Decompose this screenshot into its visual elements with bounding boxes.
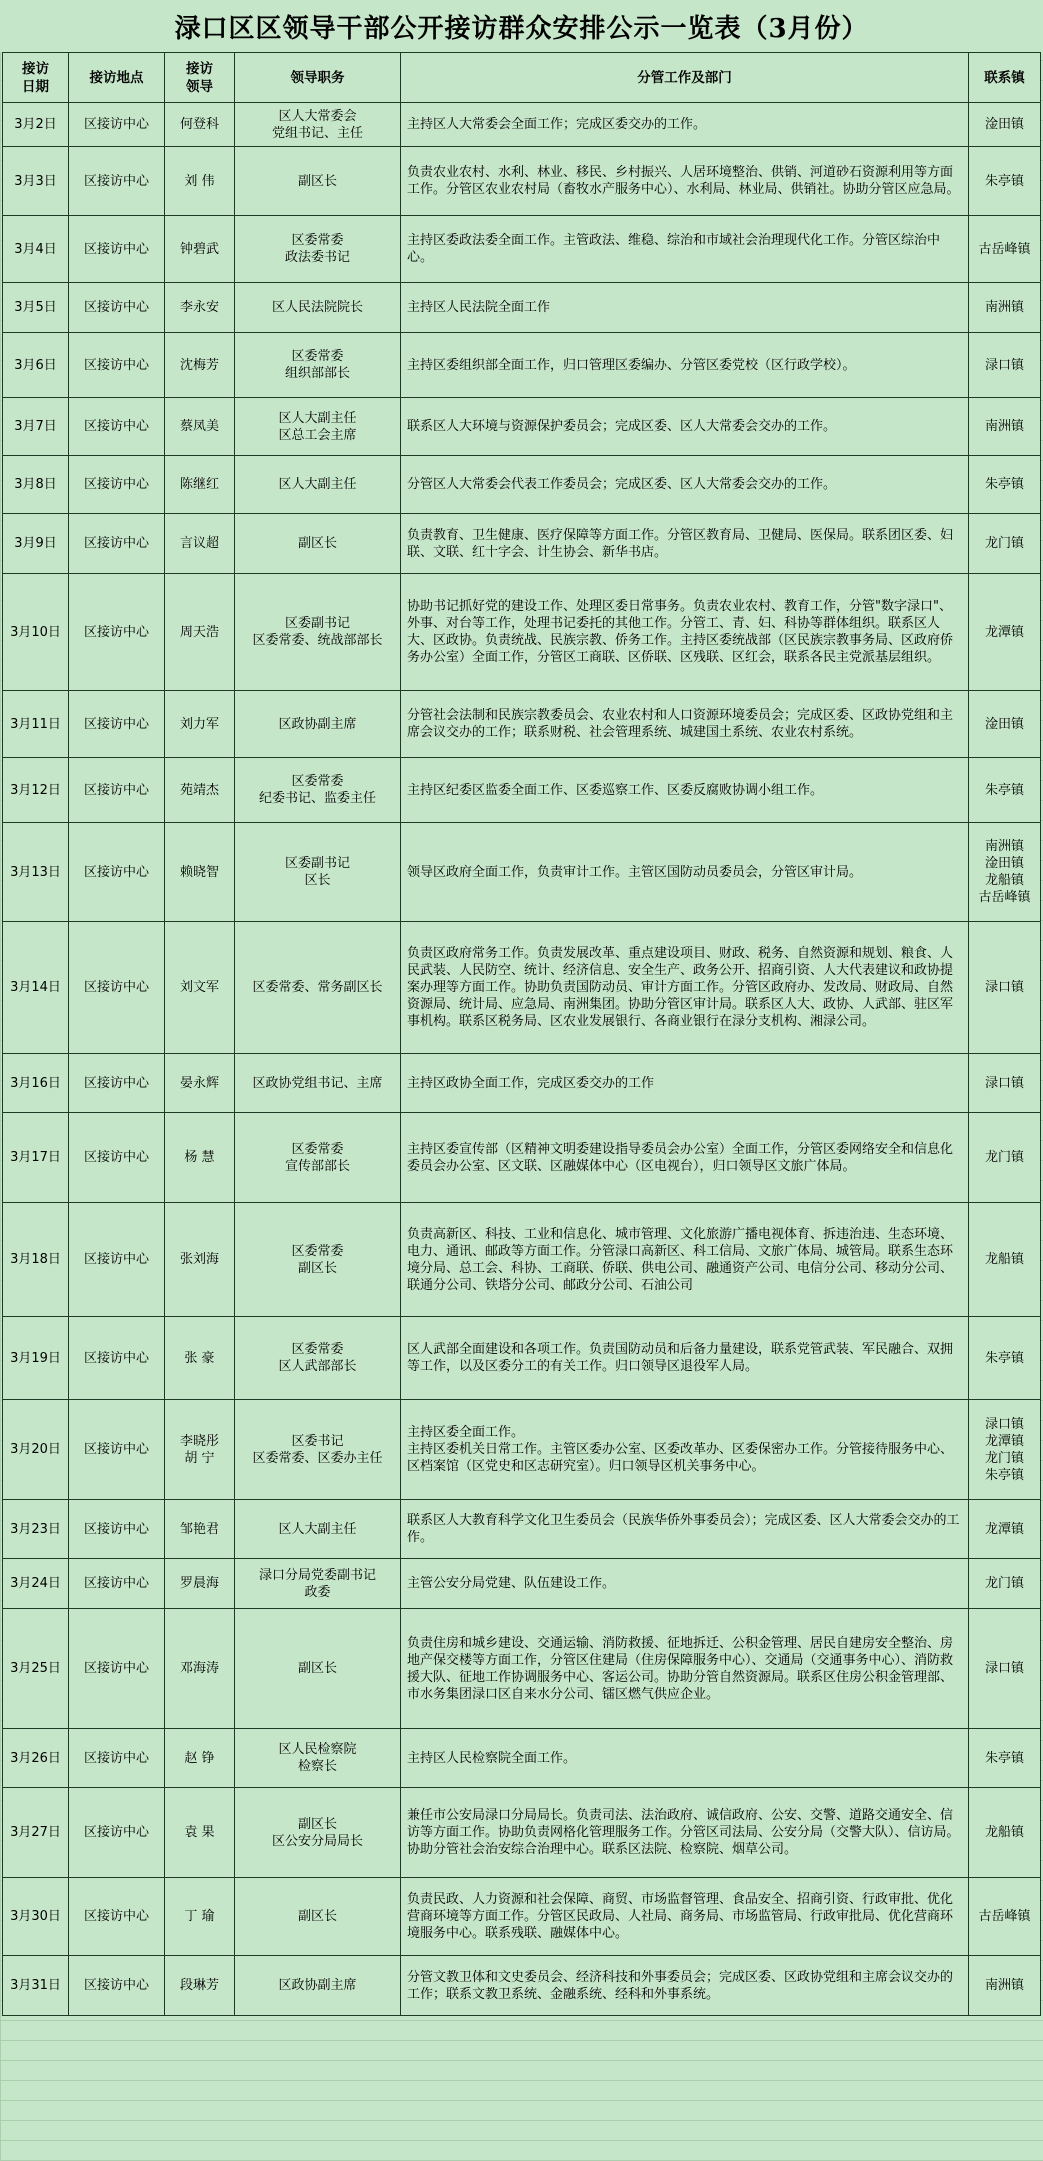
cell-town: 古岳峰镇: [969, 216, 1041, 283]
cell-town: 朱亭镇: [969, 1729, 1041, 1788]
cell-duties: 主持区纪委区监委全面工作、区委巡察工作、区委反腐败协调小组工作。: [401, 758, 969, 823]
cell-leader: 苑靖杰: [165, 758, 235, 823]
cell-location: 区接访中心: [69, 1317, 165, 1400]
cell-duties: 主持区委全面工作。 主持区委机关日常工作。主管区委办公室、区委改革办、区委保密办工作。分管接待服务中心、区档案馆（区党史和区志研究室）。归口领导区机关事务中心。: [401, 1400, 969, 1500]
cell-duties: 负责教育、卫生健康、医疗保障等方面工作。分管区教育局、卫健局、医保局。联系团区委、妇联、文联、红十字会、计生协会、新华书店。: [401, 514, 969, 574]
cell-date: 3月2日: [3, 103, 69, 147]
table-row: [3, 574, 1041, 691]
cell-location: 区接访中心: [69, 1559, 165, 1609]
cell-leader: 刘力军: [165, 691, 235, 758]
cell-position: 区人大副主任 区总工会主席: [235, 398, 401, 456]
cell-town: 南洲镇: [969, 283, 1041, 333]
cell-leader: 赵 铮: [165, 1729, 235, 1788]
cell-date: 3月11日: [3, 691, 69, 758]
cell-town: 南洲镇: [969, 1956, 1041, 2016]
cell-date: 3月31日: [3, 1956, 69, 2016]
cell-leader: 蔡凤美: [165, 398, 235, 456]
cell-town: 渌口镇: [969, 333, 1041, 398]
cell-position: 区人民检察院 检察长: [235, 1729, 401, 1788]
cell-date: 3月9日: [3, 514, 69, 574]
table-row: [3, 823, 1041, 922]
cell-duties: 协助书记抓好党的建设工作、处理区委日常事务。负责农业农村、教育工作，分管"数字渌口"、外事、对台等工作，处理书记委托的其他工作。分管工、青、妇、科协等群体组织。联系区人大、区政协。负责统战、民族宗教、侨务工作。主持区委统战部（区民族宗教事务局、区政府侨务办公室）全面工作，分管区工商联、区侨联、区残联、区红会，联系各民主党派基层组织。: [401, 574, 969, 691]
cell-town: 龙门镇: [969, 514, 1041, 574]
cell-town: 龙潭镇: [969, 1500, 1041, 1559]
cell-date: 3月3日: [3, 147, 69, 216]
table-row: [3, 147, 1041, 216]
table-row: [3, 1500, 1041, 1559]
cell-position: 区委常委 纪委书记、监委主任: [235, 758, 401, 823]
cell-date: 3月14日: [3, 922, 69, 1054]
cell-duties: 负责高新区、科技、工业和信息化、城市管理、文化旅游广播电视体育、拆违治违、生态环境、电力、通讯、邮政等方面工作。分管渌口高新区、科工信局、文旅广体局、城管局。联系生态环境分局、总工会、科协、工商联、侨联、供电公司、融通资产公司、电信分公司、移动分公司、联通分公司、铁塔分公司、邮政分公司、石油公司: [401, 1203, 969, 1317]
cell-duties: 领导区政府全面工作，负责审计工作。主管区国防动员委员会，分管区审计局。: [401, 823, 969, 922]
cell-position: 副区长: [235, 147, 401, 216]
table-row: [3, 1609, 1041, 1729]
cell-town: 朱亭镇: [969, 456, 1041, 514]
table-row: [3, 216, 1041, 283]
table-row: [3, 283, 1041, 333]
table-row: [3, 333, 1041, 398]
header-town: 联系镇: [969, 53, 1041, 103]
cell-location: 区接访中心: [69, 823, 165, 922]
cell-position: 副区长: [235, 1878, 401, 1956]
cell-position: 区委常委 副区长: [235, 1203, 401, 1317]
cell-leader: 言议超: [165, 514, 235, 574]
cell-town: 朱亭镇: [969, 1317, 1041, 1400]
cell-leader: 袁 果: [165, 1788, 235, 1878]
cell-date: 3月12日: [3, 758, 69, 823]
table-row: [3, 1559, 1041, 1609]
cell-leader: 杨 慧: [165, 1113, 235, 1203]
cell-position: 区政协副主席: [235, 1956, 401, 2016]
cell-position: 区委常委 宣传部部长: [235, 1113, 401, 1203]
cell-duties: 负责区政府常务工作。负责发展改革、重点建设项目、财政、税务、自然资源和规划、粮食、人民武装、人民防空、统计、经济信息、安全生产、政务公开、招商引资、人大代表建议和政协提案办理等方面工作。协助负责国防动员、审计方面工作。分管区政府办、发改局、财政局、自然资源局、统计局、应急局、南洲集团。协助分管区审计局。联系区人大、政协、人武部、驻区军事机构。联系区税务局、区农业发展银行、各商业银行在渌分支机构、湘渌公司。: [401, 922, 969, 1054]
cell-date: 3月8日: [3, 456, 69, 514]
reception-schedule-table: [2, 52, 1041, 2016]
cell-location: 区接访中心: [69, 103, 165, 147]
cell-location: 区接访中心: [69, 514, 165, 574]
cell-duties: 主持区人大常委会全面工作；完成区委交办的工作。: [401, 103, 969, 147]
table-row: [3, 758, 1041, 823]
cell-leader: 邹艳君: [165, 1500, 235, 1559]
cell-date: 3月24日: [3, 1559, 69, 1609]
cell-date: 3月10日: [3, 574, 69, 691]
cell-town: 渌口镇: [969, 1609, 1041, 1729]
cell-location: 区接访中心: [69, 1878, 165, 1956]
cell-duties: 主持区人民检察院全面工作。: [401, 1729, 969, 1788]
cell-duties: 分管社会法制和民族宗教委员会、农业农村和人口资源环境委员会；完成区委、区政协党组和主席会议交办的工作；联系财税、社会管理系统、城建国土系统、农业农村系统。: [401, 691, 969, 758]
cell-date: 3月27日: [3, 1788, 69, 1878]
table-row: [3, 1203, 1041, 1317]
table-row: [3, 514, 1041, 574]
cell-duties: 主持区政协全面工作，完成区委交办的工作: [401, 1054, 969, 1113]
table-row: [3, 1317, 1041, 1400]
cell-position: 副区长 区公安分局局长: [235, 1788, 401, 1878]
cell-location: 区接访中心: [69, 1788, 165, 1878]
cell-location: 区接访中心: [69, 922, 165, 1054]
cell-date: 3月6日: [3, 333, 69, 398]
cell-town: 龙潭镇: [969, 574, 1041, 691]
cell-location: 区接访中心: [69, 574, 165, 691]
cell-duties: 分管文教卫体和文史委员会、经济科技和外事委员会；完成区委、区政协党组和主席会议交办的工作；联系文教卫系统、金融系统、经科和外事系统。: [401, 1956, 969, 2016]
table-header-row: [3, 53, 1041, 103]
table-row: [3, 1878, 1041, 1956]
header-leader: 接访 领导: [165, 53, 235, 103]
cell-location: 区接访中心: [69, 1956, 165, 2016]
cell-location: 区接访中心: [69, 1729, 165, 1788]
cell-date: 3月4日: [3, 216, 69, 283]
cell-town: 南洲镇: [969, 398, 1041, 456]
cell-position: 区委常委 政法委书记: [235, 216, 401, 283]
cell-location: 区接访中心: [69, 1609, 165, 1729]
cell-leader: 罗晨海: [165, 1559, 235, 1609]
cell-position: 区人大副主任: [235, 1500, 401, 1559]
cell-town: 渌口镇 龙潭镇 龙门镇 朱亭镇: [969, 1400, 1041, 1500]
cell-duties: 兼任市公安局渌口分局局长。负责司法、法治政府、诚信政府、公安、交警、道路交通安全、信访等方面工作。协助负责网格化管理服务工作。分管区司法局、公安分局（交警大队）、信访局。协助分管社会治安综合治理中心。联系区法院、检察院、烟草公司。: [401, 1788, 969, 1878]
cell-date: 3月23日: [3, 1500, 69, 1559]
cell-position: 区人民法院院长: [235, 283, 401, 333]
table-row: [3, 398, 1041, 456]
cell-town: 渌口镇: [969, 1054, 1041, 1113]
header-duties: 分管工作及部门: [401, 53, 969, 103]
cell-duties: 联系区人大教育科学文化卫生委员会（民族华侨外事委员会）；完成区委、区人大常委会交办的工作。: [401, 1500, 969, 1559]
cell-leader: 沈梅芳: [165, 333, 235, 398]
table-row: [3, 922, 1041, 1054]
cell-town: 龙船镇: [969, 1203, 1041, 1317]
cell-position: 副区长: [235, 1609, 401, 1729]
cell-town: 淦田镇: [969, 691, 1041, 758]
cell-position: 区委常委 组织部部长: [235, 333, 401, 398]
cell-position: 区委常委 区人武部部长: [235, 1317, 401, 1400]
cell-date: 3月18日: [3, 1203, 69, 1317]
page-title: 渌口区区领导干部公开接访群众安排公示一览表（3月份）: [0, 0, 1043, 52]
cell-date: 3月20日: [3, 1400, 69, 1500]
cell-position: 副区长: [235, 514, 401, 574]
cell-location: 区接访中心: [69, 758, 165, 823]
cell-duties: 主管公安分局党建、队伍建设工作。: [401, 1559, 969, 1609]
cell-position: 区委副书记 区长: [235, 823, 401, 922]
cell-leader: 刘文军: [165, 922, 235, 1054]
cell-location: 区接访中心: [69, 1500, 165, 1559]
table-row: [3, 1113, 1041, 1203]
cell-date: 3月17日: [3, 1113, 69, 1203]
cell-duties: 分管区人大常委会代表工作委员会；完成区委、区人大常委会交办的工作。: [401, 456, 969, 514]
cell-town: 南洲镇 淦田镇 龙船镇 古岳峰镇: [969, 823, 1041, 922]
table-row: [3, 1054, 1041, 1113]
cell-position: 区委副书记 区委常委、统战部部长: [235, 574, 401, 691]
header-position: 领导职务: [235, 53, 401, 103]
cell-leader: 张刘海: [165, 1203, 235, 1317]
cell-leader: 陈继红: [165, 456, 235, 514]
cell-date: 3月30日: [3, 1878, 69, 1956]
cell-leader: 李永安: [165, 283, 235, 333]
cell-leader: 丁 瑜: [165, 1878, 235, 1956]
cell-leader: 钟碧武: [165, 216, 235, 283]
table-row: [3, 691, 1041, 758]
cell-leader: 何登科: [165, 103, 235, 147]
cell-date: 3月7日: [3, 398, 69, 456]
cell-location: 区接访中心: [69, 283, 165, 333]
cell-location: 区接访中心: [69, 147, 165, 216]
cell-position: 渌口分局党委副书记 政委: [235, 1559, 401, 1609]
cell-duties: 负责住房和城乡建设、交通运输、消防救援、征地拆迁、公积金管理、居民自建房安全整治、房地产保交楼等方面工作，分管区住建局（住房保障服务中心）、交通局（交通事务中心）、消防救援大队、征地工作协调服务中心、客运公司。协助分管自然资源局。联系区住房公积金管理部、市水务集团渌口区自来水分公司、镭区燃气供应企业。: [401, 1609, 969, 1729]
cell-duties: 主持区委宣传部（区精神文明委建设指导委员会办公室）全面工作，分管区委网络安全和信息化委员会办公室、区文联、区融媒体中心（区电视台），归口领导区文旅广体局。: [401, 1113, 969, 1203]
cell-leader: 刘 伟: [165, 147, 235, 216]
cell-leader: 李晓彤 胡 宁: [165, 1400, 235, 1500]
cell-town: 朱亭镇: [969, 758, 1041, 823]
cell-town: 朱亭镇: [969, 147, 1041, 216]
cell-town: 古岳峰镇: [969, 1878, 1041, 1956]
table-row: [3, 1400, 1041, 1500]
cell-duties: 区人武部全面建设和各项工作。负责国防动员和后备力量建设，联系党管武装、军民融合、双拥等工作，以及区委分工的有关工作。归口领导区退役军人局。: [401, 1317, 969, 1400]
cell-leader: 段琳芳: [165, 1956, 235, 2016]
cell-position: 区政协党组书记、主席: [235, 1054, 401, 1113]
cell-duties: 负责农业农村、水利、林业、移民、乡村振兴、人居环境整治、供销、河道砂石资源利用等方面工作。分管区农业农村局（畜牧水产服务中心）、水利局、林业局、供销社。协助分管区应急局。: [401, 147, 969, 216]
cell-leader: 张 豪: [165, 1317, 235, 1400]
table-row: [3, 1729, 1041, 1788]
cell-date: 3月25日: [3, 1609, 69, 1729]
cell-duties: 主持区委组织部全面工作，归口管理区委编办、分管区委党校（区行政学校）。: [401, 333, 969, 398]
header-location: 接访地点: [69, 53, 165, 103]
cell-location: 区接访中心: [69, 398, 165, 456]
cell-town: 渌口镇: [969, 922, 1041, 1054]
cell-date: 3月5日: [3, 283, 69, 333]
table-row: [3, 1956, 1041, 2016]
table-row: [3, 103, 1041, 147]
cell-position: 区人大副主任: [235, 456, 401, 514]
cell-duties: 主持区人民法院全面工作: [401, 283, 969, 333]
cell-leader: 周天浩: [165, 574, 235, 691]
cell-location: 区接访中心: [69, 216, 165, 283]
cell-location: 区接访中心: [69, 1203, 165, 1317]
cell-location: 区接访中心: [69, 333, 165, 398]
cell-town: 淦田镇: [969, 103, 1041, 147]
cell-position: 区委常委、常务副区长: [235, 922, 401, 1054]
header-date: 接访 日期: [3, 53, 69, 103]
cell-position: 区政协副主席: [235, 691, 401, 758]
cell-date: 3月19日: [3, 1317, 69, 1400]
cell-town: 龙门镇: [969, 1113, 1041, 1203]
cell-date: 3月13日: [3, 823, 69, 922]
cell-location: 区接访中心: [69, 691, 165, 758]
cell-duties: 联系区人大环境与资源保护委员会；完成区委、区人大常委会交办的工作。: [401, 398, 969, 456]
cell-location: 区接访中心: [69, 1054, 165, 1113]
cell-position: 区委书记 区委常委、区委办主任: [235, 1400, 401, 1500]
cell-location: 区接访中心: [69, 456, 165, 514]
cell-duties: 主持区委政法委全面工作。主管政法、维稳、综治和市域社会治理现代化工作。分管区综治中心。: [401, 216, 969, 283]
cell-town: 龙船镇: [969, 1788, 1041, 1878]
cell-leader: 赖晓智: [165, 823, 235, 922]
cell-location: 区接访中心: [69, 1400, 165, 1500]
cell-position: 区人大常委会 党组书记、主任: [235, 103, 401, 147]
cell-leader: 邓海涛: [165, 1609, 235, 1729]
cell-leader: 晏永辉: [165, 1054, 235, 1113]
cell-duties: 负责民政、人力资源和社会保障、商贸、市场监督管理、食品安全、招商引资、行政审批、优化营商环境等方面工作。分管区民政局、人社局、商务局、市场监管局、行政审批局、优化营商环境服务中心。联系残联、融媒体中心。: [401, 1878, 969, 1956]
cell-date: 3月26日: [3, 1729, 69, 1788]
cell-date: 3月16日: [3, 1054, 69, 1113]
cell-town: 龙门镇: [969, 1559, 1041, 1609]
table-row: [3, 1788, 1041, 1878]
table-row: [3, 456, 1041, 514]
cell-location: 区接访中心: [69, 1113, 165, 1203]
